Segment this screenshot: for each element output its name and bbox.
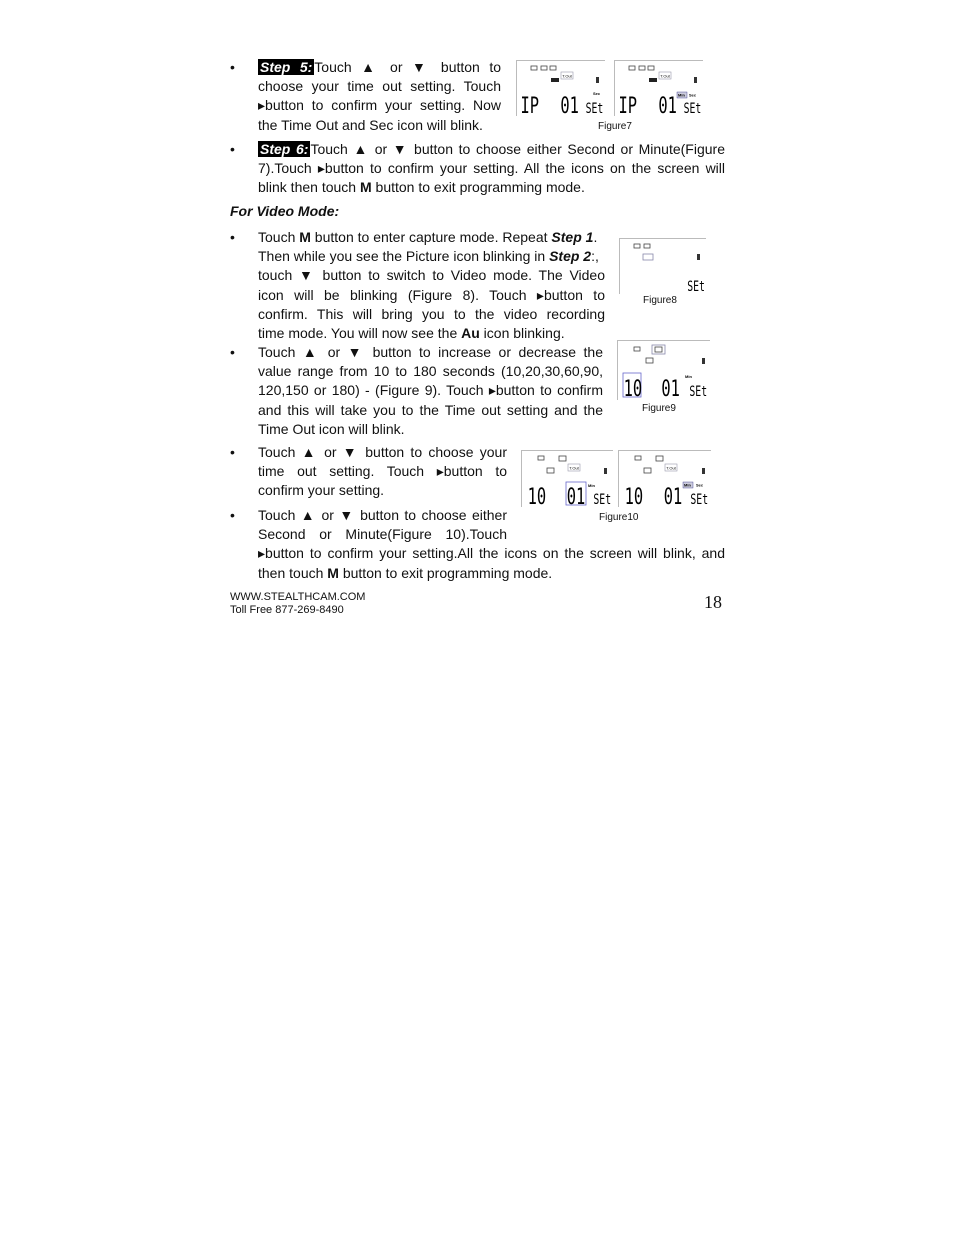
bullet-dot: • <box>230 444 235 460</box>
svg-text:Min: Min <box>678 92 685 98</box>
footer-phone: Toll Free 877-269-8490 <box>230 603 344 616</box>
svg-text:IP: IP <box>618 93 638 116</box>
bullet-dot: • <box>230 59 235 75</box>
step6-text: Step 6: Touch ▲ or ▼ button to choose either Second or Minute(Figure 7).Touch ▸button to confirm your setting. All the icons on the screen will blink then touch M button to exit programming mode. <box>258 141 726 196</box>
figure9-lcd <box>617 340 710 400</box>
step6-label: Step 6: <box>260 141 309 157</box>
bullet-dot: • <box>230 141 235 157</box>
figure10-lcd-a <box>521 450 613 507</box>
svg-text:SEt: SEt <box>687 278 705 294</box>
figure7-lcd-a <box>516 60 605 116</box>
bullet-dot: • <box>230 229 235 245</box>
svg-text:01: 01 <box>658 93 677 116</box>
svg-text:SEt: SEt <box>690 491 709 507</box>
step5-label: Step 5: <box>260 59 313 75</box>
lcd-digit-right: 01 <box>560 93 579 116</box>
figure8-lcd <box>619 238 706 294</box>
figure9-caption: Figure9 <box>642 403 676 414</box>
page-number: 18 <box>704 592 722 612</box>
svg-text:SEt: SEt <box>683 100 702 116</box>
svg-text:01: 01 <box>663 484 683 507</box>
step5-text: Step 5: Touch ▲ or ▼ button to choose your time out setting. Touch ▸button to confirm your setting. Now the Time Out and Sec icon will blink. <box>258 59 501 133</box>
svg-text:SEt: SEt <box>593 491 612 507</box>
video-bullet2-text: Touch ▲ or ▼ button to increase or decrease the value range from 10 to 180 seconds (10,20,30,60,90, 120,150 or 180) - (Figure 9). Touch ▸button to confirm and this will take you to the Time out setting and the Time Out icon will blink. <box>258 344 603 437</box>
svg-text:10: 10 <box>527 484 547 507</box>
bullet-dot: • <box>230 344 235 360</box>
svg-text:01: 01 <box>566 484 586 507</box>
svg-text:SEt: SEt <box>689 383 708 400</box>
svg-text:T.Out: T.Out <box>562 73 572 79</box>
footer-contact <box>230 591 365 616</box>
figure8-caption: Figure8 <box>643 295 677 306</box>
svg-text:Sec: Sec <box>593 91 601 96</box>
figure7-caption: Figure7 <box>598 121 632 132</box>
svg-text:T.Out: T.Out <box>660 73 670 79</box>
battery-icon <box>551 78 559 82</box>
svg-text:Sec: Sec <box>689 92 697 98</box>
svg-text:Min: Min <box>684 482 691 488</box>
svg-text:T.Out: T.Out <box>666 465 676 471</box>
svg-text:Min: Min <box>588 483 595 488</box>
lcd-mode: SEt <box>585 100 604 116</box>
svg-text:T.Out: T.Out <box>569 465 579 471</box>
figure10-caption: Figure10 <box>599 512 639 523</box>
footer-url[interactable]: WWW.STEALTHCAM.COM <box>230 591 366 603</box>
svg-text:Min: Min <box>685 374 692 379</box>
svg-text:10: 10 <box>624 484 644 507</box>
video-bullet4-text: Touch ▲ or ▼ button to choose either Second or Minute(Figure 10).Touch ▸button to confirm your setting.All the icons on the screen will blink, and then touch M button to exit programming mode. <box>258 507 725 581</box>
video-bullet3-text: Touch ▲ or ▼ button to choose your time out setting. Touch ▸button to confirm your setting. <box>258 444 507 499</box>
svg-text:10: 10 <box>623 376 643 400</box>
figure10-lcd-b <box>618 450 711 507</box>
figure7-lcd-b <box>614 60 703 116</box>
svg-text:Sec: Sec <box>696 482 704 488</box>
video-bullet1-text: Touch M button to enter capture mode. Repeat Step 1. Then while you see the Picture icon blinking in Step 2:, touch ▼ button to switch to Video mode. The Video icon will be blinking (Figure 8). Touch ▸button to confirm. This will bring you to the video recording time mode. You will now see the Au icon blinking. <box>258 229 605 342</box>
lcd-digit-left: IP <box>520 93 540 116</box>
svg-text:01: 01 <box>661 376 680 400</box>
video-mode-heading: For Video Mode: <box>230 203 340 219</box>
bullet-dot: • <box>230 507 235 523</box>
